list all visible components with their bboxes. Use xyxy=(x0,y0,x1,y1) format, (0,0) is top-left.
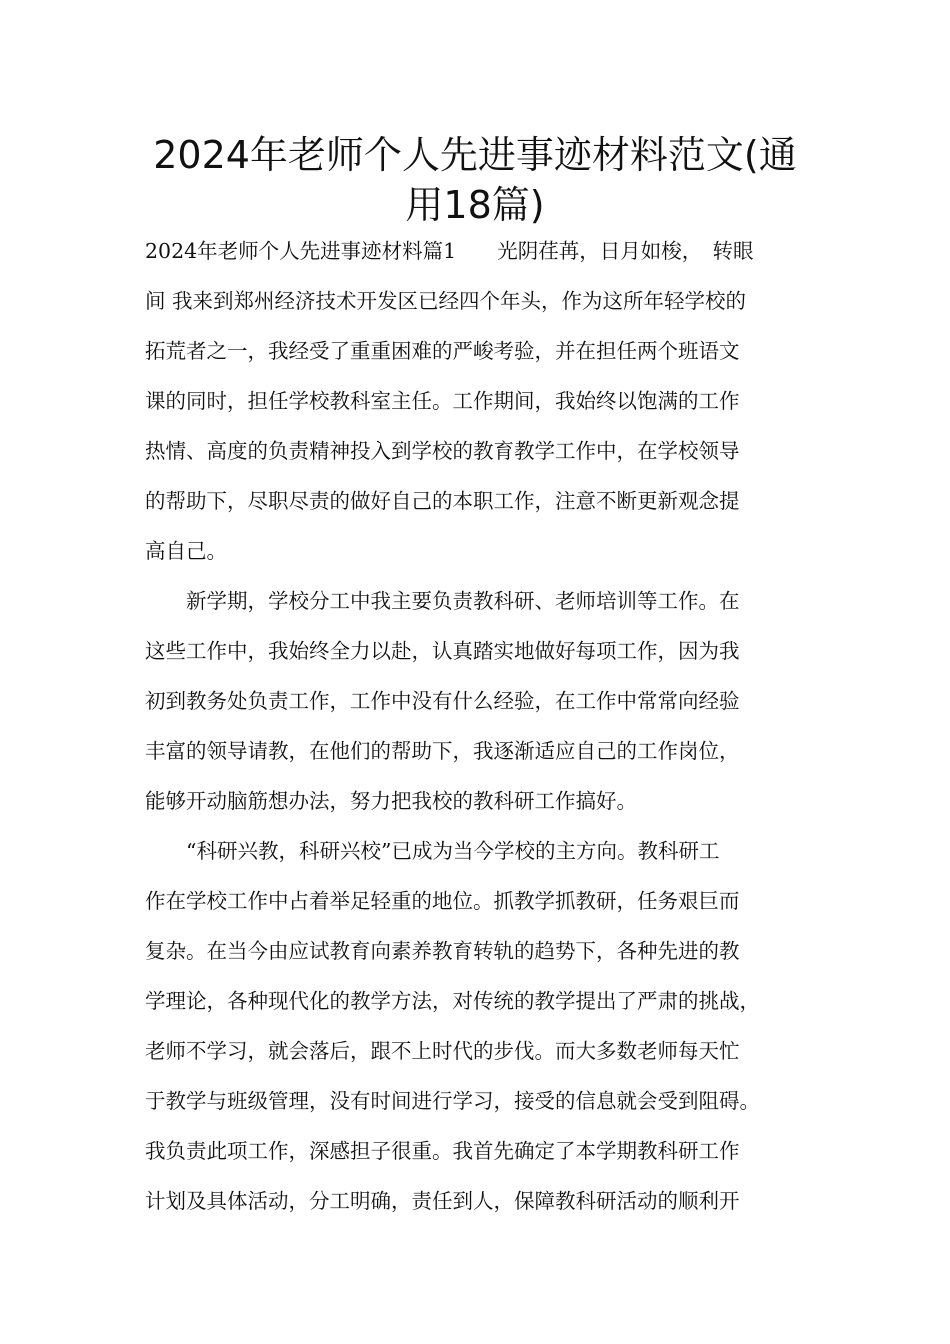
body-line: 计划及具体活动，分工明确，责任到人，保障教科研活动的顺利开 xyxy=(145,1189,740,1213)
document-title-line-2: 用18篇) xyxy=(405,183,545,227)
body-line: “科研兴教，科研兴校”已成为当今学校的主方向。教科研工 xyxy=(145,839,720,863)
body-line: 丰富的领导请教，在他们的帮助下，我逐渐适应自己的工作岗位， xyxy=(145,739,740,763)
body-line: 于教学与班级管理，没有时间进行学习，接受的信息就会受到阻碍。 xyxy=(145,1089,760,1113)
body-line: 老师不学习，就会落后，跟不上时代的步伐。而大多数老师每天忙 xyxy=(145,1039,740,1063)
body-line: 的帮助下，尽职尽责的做好自己的本职工作，注意不断更新观念提 xyxy=(145,489,740,513)
body-line: 2024年老师个人先进事迹材料篇1 光阴荏苒，日月如梭， 转眼 xyxy=(145,239,754,263)
body-line: 热情、高度的负责精神投入到学校的教育教学工作中，在学校领导 xyxy=(145,439,740,463)
body-line: 新学期，学校分工中我主要负责教科研、老师培训等工作。在 xyxy=(145,589,740,613)
body-line: 高自己。 xyxy=(145,539,227,563)
body-line: 复杂。在当今由应试教育向素养教育转轨的趋势下，各种先进的教 xyxy=(145,939,740,963)
body-line: 课的同时，担任学校教科室主任。工作期间，我始终以饱满的工作 xyxy=(145,389,740,413)
body-line: 学理论，各种现代化的教学方法，对传统的教学提出了严肃的挑战， xyxy=(145,989,760,1013)
body-line: 拓荒者之一，我经受了重重困难的严峻考验，并在担任两个班语文 xyxy=(145,339,740,363)
body-line: 间 我来到郑州经济技术开发区已经四个年头，作为这所年轻学校的 xyxy=(145,289,747,313)
body-line: 能够开动脑筋想办法，努力把我校的教科研工作搞好。 xyxy=(145,789,637,813)
document-title-line-1: 2024年老师个人先进事迹材料范文(通 xyxy=(153,133,797,177)
body-line: 我负责此项工作，深感担子很重。我首先确定了本学期教科研工作 xyxy=(145,1139,740,1163)
body-line: 初到教务处负责工作，工作中没有什么经验，在工作中常常向经验 xyxy=(145,689,740,713)
body-line: 作在学校工作中占着举足轻重的地位。抓教学抓教研，任务艰巨而 xyxy=(145,889,740,913)
body-line: 这些工作中，我始终全力以赴，认真踏实地做好每项工作，因为我 xyxy=(145,639,740,663)
